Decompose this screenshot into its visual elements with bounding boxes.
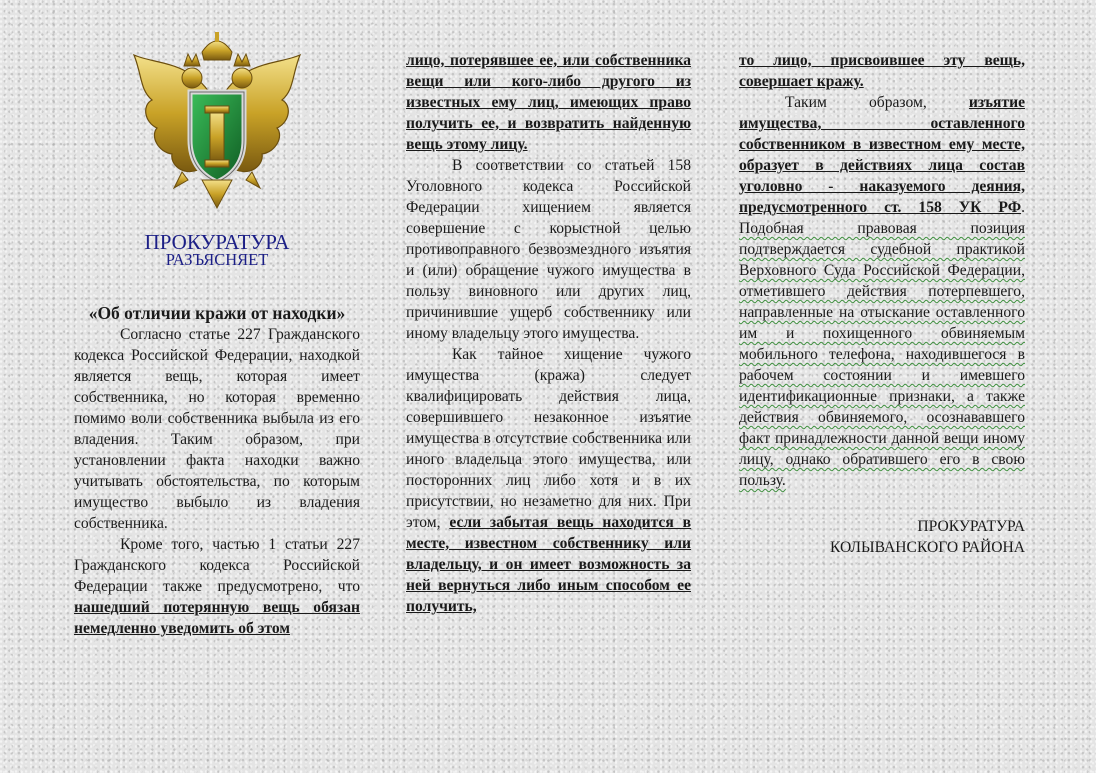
- paragraph-text: .: [1021, 199, 1025, 216]
- signature-block: [739, 516, 1025, 558]
- column-2: [406, 50, 691, 617]
- paragraph-text: Как тайное хищение чужого имущества (кража) следует квалифицировать действия лица, совершившего незаконное изъятие имущества в отсутствие собственника или иного владельца этого имущества, или посторонних лиц либо хотя и в их присутствии, но незаметно для них. При этом,: [406, 346, 691, 531]
- signature-line: ПРОКУРАТУРА: [917, 518, 1025, 535]
- paragraph-text: Кроме того, частью 1 статьи 227 Гражданского кодекса Российской Федерации также предусмотрено, что: [74, 536, 360, 595]
- paragraph: [739, 92, 1025, 491]
- emphasized-text: изъятие имущества, оставленного собственником в известном ему месте, образует в действиях лица состав уголовно - наказуемого деяния, предусмотренного ст. 158 УК РФ: [739, 94, 1025, 216]
- org-heading: ПРОКУРАТУРА: [144, 230, 290, 254]
- document-title: «Об отличии кражи от находки»: [88, 303, 346, 323]
- column-1: [74, 0, 360, 639]
- flagged-text: Подобная правовая позиция подтверждается судебной практикой Верховного Суда Российской Федерации, отметившего действия потерпевшего, направленные на отыскание оставленного им и похищенного обвиняемым мобильного телефона, находившегося в рабочем состоянии и имевшего идентификационные признаки, а также действия обвиняемого, осознававшего факт принадлежности данной вещи иному лицу, однако обратившего его в свою пользу.: [739, 220, 1025, 489]
- prosecutor-emblem-icon: [122, 30, 312, 220]
- emphasized-paragraph: то лицо, присвоившее эту вещь, совершает кражу.: [739, 52, 1025, 90]
- emblem-area: [74, 0, 360, 228]
- paragraph: [406, 344, 691, 617]
- signature-line: КОЛЫВАНСКОГО РАЙОНА: [829, 539, 1025, 556]
- paragraph: [74, 534, 360, 639]
- org-subheading: РАЗЪЯСНЯЕТ: [165, 250, 269, 269]
- paragraph: В соответствии со статьей 158 Уголовного кодекса Российской Федерации хищением является совершение с корыстной целью противоправного безвозмездного изъятия и (или) обращение чужого имущества в пользу виновного или других лиц, причинившие ущерб собственнику или иному владельцу этого имущества.: [406, 157, 691, 342]
- paragraph: Согласно статье 227 Гражданского кодекса Российской Федерации, находкой является вещь, которая имеет собственника, но которая временно помимо воли собственника выбыла из его владения. Таким образом, при установлении факта находки важно учитывать обстоятельства, по которым имущество выбыло из владения собственника.: [74, 326, 360, 532]
- emphasized-text: если забытая вещь находится в месте, известном собственнику или владельцу, и он имеет возможность за ней вернуться либо иным способом ее получить,: [406, 514, 691, 615]
- emphasized-text: нашедший потерянную вещь обязан немедленно уведомить об этом: [74, 599, 360, 637]
- column-3: [739, 50, 1025, 558]
- paragraph-text: Таким образом,: [785, 94, 969, 111]
- emphasized-paragraph: лицо, потерявшее ее, или собственника вещи или кого-либо другого из известных ему лиц, имеющих право получить ее, и возвратить найденную вещь этому лицу.: [406, 52, 691, 153]
